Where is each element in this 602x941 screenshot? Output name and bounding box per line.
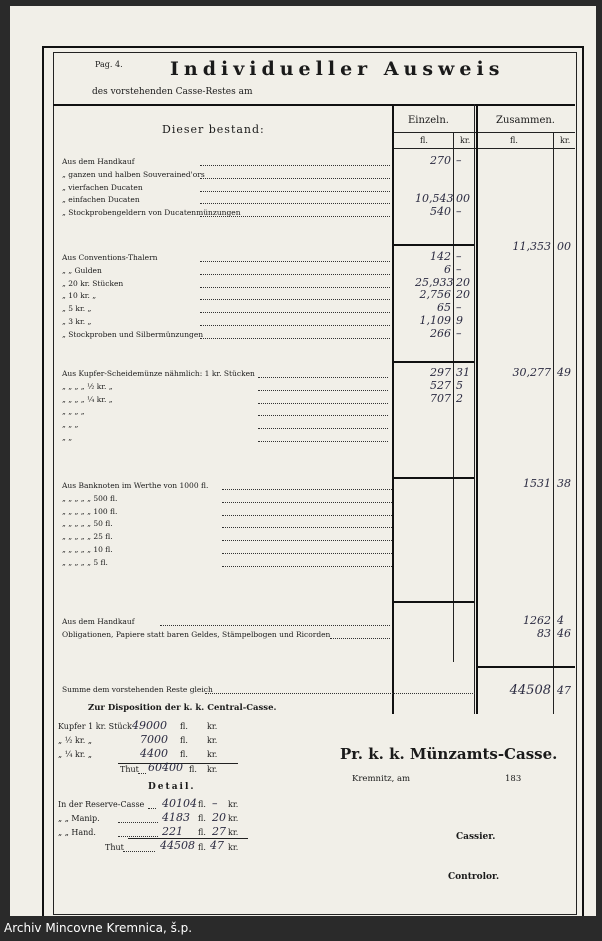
group-rule-1 bbox=[392, 244, 474, 246]
row-label: „ „ „ „ „ 50 fl. bbox=[62, 519, 113, 529]
disposition-row-fl: fl. bbox=[180, 722, 188, 731]
detail-row-kr: 20 bbox=[212, 811, 226, 824]
row-label: „ 5 kr. „ bbox=[62, 304, 92, 314]
disposition-row-kr: kr. bbox=[207, 722, 218, 731]
disposition-row-value: 49000 bbox=[132, 719, 167, 732]
zusammen-header: Zusammen. bbox=[496, 115, 555, 126]
row-leader-dots bbox=[222, 527, 392, 528]
row-leader-dots bbox=[200, 216, 390, 217]
row-label: „ 20 kr. Stücken bbox=[62, 278, 124, 288]
row-amount-fl: 527 bbox=[430, 378, 451, 392]
row-amount-kr: 20 bbox=[456, 275, 470, 289]
row-label: „ vierfachen Ducaten bbox=[62, 182, 143, 192]
detail-row-dots bbox=[118, 822, 158, 823]
extra-row-label: Obligationen, Papiere statt baren Geldes, Stämpelbogen und Ricorden bbox=[62, 630, 331, 639]
detail-row-kr-unit: kr. bbox=[228, 828, 239, 837]
row-label: „ „ „ „ „ 100 fl. bbox=[62, 506, 118, 516]
row-amount-kr: – bbox=[456, 326, 462, 340]
detail-row-kr-unit: kr. bbox=[228, 814, 239, 823]
office-name: Pr. k. k. Münzamts-Casse. bbox=[340, 745, 558, 763]
subheader-rule bbox=[392, 132, 575, 133]
row-label: „ 10 kr. „ bbox=[62, 291, 97, 301]
row-amount-fl: 6 bbox=[444, 262, 451, 276]
detail-row-fl-unit: fl. bbox=[198, 800, 206, 809]
page-label: Pag. 4. bbox=[95, 60, 123, 69]
row-amount-kr: – bbox=[456, 250, 462, 263]
disposition-thut-value: 60400 bbox=[148, 761, 183, 774]
row-amount-kr: – bbox=[456, 154, 462, 167]
row-label: „ „ „ „ bbox=[62, 407, 85, 417]
group-total-kr: 00 bbox=[557, 240, 571, 253]
disposition-row-value: 7000 bbox=[140, 733, 168, 746]
group-rule-4 bbox=[392, 601, 474, 603]
row-leader-dots bbox=[258, 377, 388, 378]
row-leader-dots bbox=[258, 441, 388, 442]
group-rule-2 bbox=[392, 361, 474, 363]
row-leader-dots bbox=[200, 165, 390, 166]
row-leader-dots bbox=[222, 489, 392, 490]
section-header: Dieser bestand: bbox=[162, 123, 265, 136]
column-divider-einzeln-kr bbox=[453, 132, 454, 662]
row-amount-fl: 2,756 bbox=[419, 288, 451, 302]
row-amount-fl: 10,543 bbox=[415, 192, 454, 206]
cassier-label: Cassier. bbox=[456, 832, 496, 842]
row-amount-kr: 20 bbox=[456, 288, 470, 302]
disposition-row-kr: kr. bbox=[207, 750, 218, 759]
einzeln-kr-header: kr. bbox=[460, 136, 471, 145]
detail-thut-kr: 47 bbox=[210, 839, 224, 852]
row-leader-dots bbox=[200, 203, 390, 204]
row-leader-dots bbox=[222, 566, 392, 567]
extra-row-dots bbox=[160, 625, 390, 626]
extra-row-fl: 83 bbox=[537, 627, 551, 640]
row-amount-fl: 266 bbox=[430, 326, 451, 340]
row-amount-fl: 297 bbox=[430, 366, 451, 379]
row-leader-dots bbox=[258, 390, 388, 391]
summe-fl: 44508 bbox=[509, 683, 551, 698]
detail-thut-fl-unit: fl. bbox=[198, 843, 206, 852]
row-amount-kr: 2 bbox=[456, 391, 463, 405]
row-label: „ 3 kr. „ bbox=[62, 317, 92, 326]
detail-row-label: „ „ Manip. bbox=[58, 814, 100, 823]
disposition-row-fl: fl. bbox=[180, 736, 188, 745]
row-label: Aus Kupfer-Scheidemünze nähmlich: 1 kr. Stücken bbox=[62, 369, 255, 378]
disposition-thut-kr: kr. bbox=[207, 765, 218, 774]
disposition-row-value: 4400 bbox=[140, 747, 168, 760]
detail-row-kr: – bbox=[212, 797, 218, 810]
summe-rule bbox=[476, 666, 575, 668]
detail-row-dots bbox=[148, 808, 156, 809]
group-total-fl: 30,277 bbox=[512, 366, 551, 379]
row-label: Aus Conventions-Thalern bbox=[62, 253, 158, 262]
document-subtitle: des vorstehenden Casse-Restes am bbox=[92, 87, 253, 97]
row-leader-dots bbox=[222, 502, 392, 503]
detail-thut-label: Thut bbox=[105, 843, 124, 852]
column-divider-zusammen-kr bbox=[553, 132, 554, 714]
detail-thut-kr-unit: kr. bbox=[228, 843, 239, 852]
row-leader-dots bbox=[200, 287, 390, 288]
row-leader-dots bbox=[200, 191, 390, 192]
header-rule bbox=[53, 104, 575, 106]
column-header-rule bbox=[392, 148, 575, 149]
einzeln-fl-header: fl. bbox=[420, 136, 428, 145]
row-label: „ ganzen und halben Souverained'ors bbox=[62, 169, 205, 179]
summe-kr: 47 bbox=[557, 684, 571, 697]
row-amount-fl: 25,933 bbox=[415, 275, 454, 289]
row-amount-kr: 5 bbox=[456, 378, 463, 392]
extra-row-dots bbox=[330, 638, 390, 639]
row-leader-dots bbox=[200, 261, 390, 262]
disposition-title: Zur Disposition der k. k. Central-Casse. bbox=[88, 703, 277, 713]
zusammen-kr-header: kr. bbox=[560, 136, 571, 145]
row-label: „ „ „ bbox=[62, 420, 79, 430]
detail-row-label: In der Reserve-Casse bbox=[58, 800, 145, 809]
extra-row-label: Aus dem Handkauf bbox=[62, 617, 135, 626]
row-amount-kr: – bbox=[456, 262, 462, 276]
row-label: Aus dem Handkauf bbox=[62, 157, 135, 166]
row-leader-dots bbox=[222, 515, 392, 516]
row-label: „ „ „ „ „ 500 fl. bbox=[62, 493, 118, 503]
disposition-row-label: Kupfer 1 kr. Stück bbox=[58, 722, 132, 731]
disposition-row-label: „ ¼ kr. „ bbox=[58, 750, 93, 759]
extra-row-kr: 4 bbox=[557, 614, 564, 627]
row-amount-kr: 00 bbox=[456, 192, 470, 206]
row-label: „ „ „ „ ¼ kr. „ bbox=[62, 394, 113, 404]
row-leader-dots bbox=[200, 338, 390, 339]
archive-watermark: Archiv Mincovne Kremnica, š.p. bbox=[4, 921, 193, 935]
disposition-row-kr: kr. bbox=[207, 736, 218, 745]
row-amount-fl: 270 bbox=[430, 154, 451, 167]
extra-row-kr: 46 bbox=[557, 627, 571, 640]
disposition-thut-label: Thut bbox=[120, 765, 139, 774]
document-title: Individueller Ausweis bbox=[170, 58, 505, 80]
disposition-row-label: „ ½ kr. „ bbox=[58, 736, 93, 745]
row-label: „ Stockproben und Silbermünzungen bbox=[62, 329, 204, 339]
column-divider-zusammen-2 bbox=[476, 104, 478, 714]
controlor-label: Controlor. bbox=[448, 872, 500, 882]
detail-row-fl: 40104 bbox=[162, 797, 197, 810]
summe-label: Summe dem vorstehenden Reste gleich bbox=[62, 685, 213, 694]
office-year: 183 bbox=[505, 774, 522, 784]
row-leader-dots bbox=[222, 540, 392, 541]
row-amount-fl: 65 bbox=[437, 301, 451, 315]
group-total-fl: 1531 bbox=[523, 477, 551, 490]
row-leader-dots bbox=[200, 178, 390, 179]
row-label: „ „ „ „ „ 5 fl. bbox=[62, 557, 108, 567]
row-amount-fl: 707 bbox=[430, 391, 451, 405]
row-label: Aus Banknoten im Werthe von 1000 fl. bbox=[62, 481, 209, 490]
detail-thut-dots bbox=[123, 851, 155, 852]
row-leader-dots bbox=[258, 415, 388, 416]
row-amount-kr: 9 bbox=[456, 314, 463, 327]
row-amount-kr: 31 bbox=[456, 366, 470, 379]
detail-row-fl: 4183 bbox=[162, 811, 190, 824]
row-leader-dots bbox=[258, 403, 388, 404]
row-amount-fl: 540 bbox=[430, 205, 451, 219]
row-label: „ „ bbox=[62, 433, 73, 442]
detail-row-fl-unit: fl. bbox=[198, 814, 206, 823]
row-leader-dots bbox=[200, 274, 390, 275]
detail-row-fl-unit: fl. bbox=[198, 828, 206, 837]
disposition-row-fl: fl. bbox=[180, 750, 188, 759]
row-leader-dots bbox=[200, 299, 390, 300]
detail-thut-fl: 44508 bbox=[160, 839, 195, 852]
disposition-thut-fl: fl. bbox=[189, 765, 197, 774]
row-amount-fl: 1,109 bbox=[419, 314, 451, 327]
row-leader-dots bbox=[258, 428, 388, 429]
einzeln-header: Einzeln. bbox=[408, 115, 449, 126]
detail-row-kr: 27 bbox=[212, 825, 226, 838]
row-leader-dots bbox=[222, 553, 392, 554]
row-label: „ „ „ „ ½ kr. „ bbox=[62, 381, 113, 391]
row-label: „ einfachen Ducaten bbox=[62, 195, 140, 205]
group-total-kr: 49 bbox=[557, 366, 571, 379]
row-label: „ „ „ „ „ 25 fl. bbox=[62, 532, 113, 542]
detail-row-fl: 221 bbox=[162, 825, 183, 838]
row-amount-kr: – bbox=[456, 205, 462, 219]
detail-title: Detail. bbox=[148, 782, 196, 792]
office-place: Kremnitz, am bbox=[352, 774, 411, 784]
summe-dots bbox=[205, 693, 475, 694]
group-rule-3 bbox=[392, 477, 474, 479]
detail-row-label: „ „ Hand. bbox=[58, 828, 96, 837]
row-amount-fl: 142 bbox=[430, 250, 451, 263]
row-label: „ Stockprobengeldern von Ducatenmünzungen bbox=[62, 208, 241, 218]
row-leader-dots bbox=[200, 325, 390, 326]
row-amount-kr: – bbox=[456, 301, 462, 315]
row-label: „ „ „ „ „ 10 fl. bbox=[62, 545, 113, 554]
disposition-thut-dots bbox=[138, 773, 146, 774]
extra-row-fl: 1262 bbox=[523, 614, 551, 627]
group-total-fl: 11,353 bbox=[512, 240, 551, 253]
detail-row-dots bbox=[118, 836, 158, 837]
row-label: „ „ Gulden bbox=[62, 265, 102, 275]
column-divider-zusammen bbox=[474, 104, 475, 714]
group-total-kr: 38 bbox=[557, 477, 571, 490]
zusammen-fl-header: fl. bbox=[510, 136, 518, 145]
detail-row-kr-unit: kr. bbox=[228, 800, 239, 809]
row-leader-dots bbox=[200, 312, 390, 313]
column-divider-einzeln bbox=[392, 104, 394, 714]
